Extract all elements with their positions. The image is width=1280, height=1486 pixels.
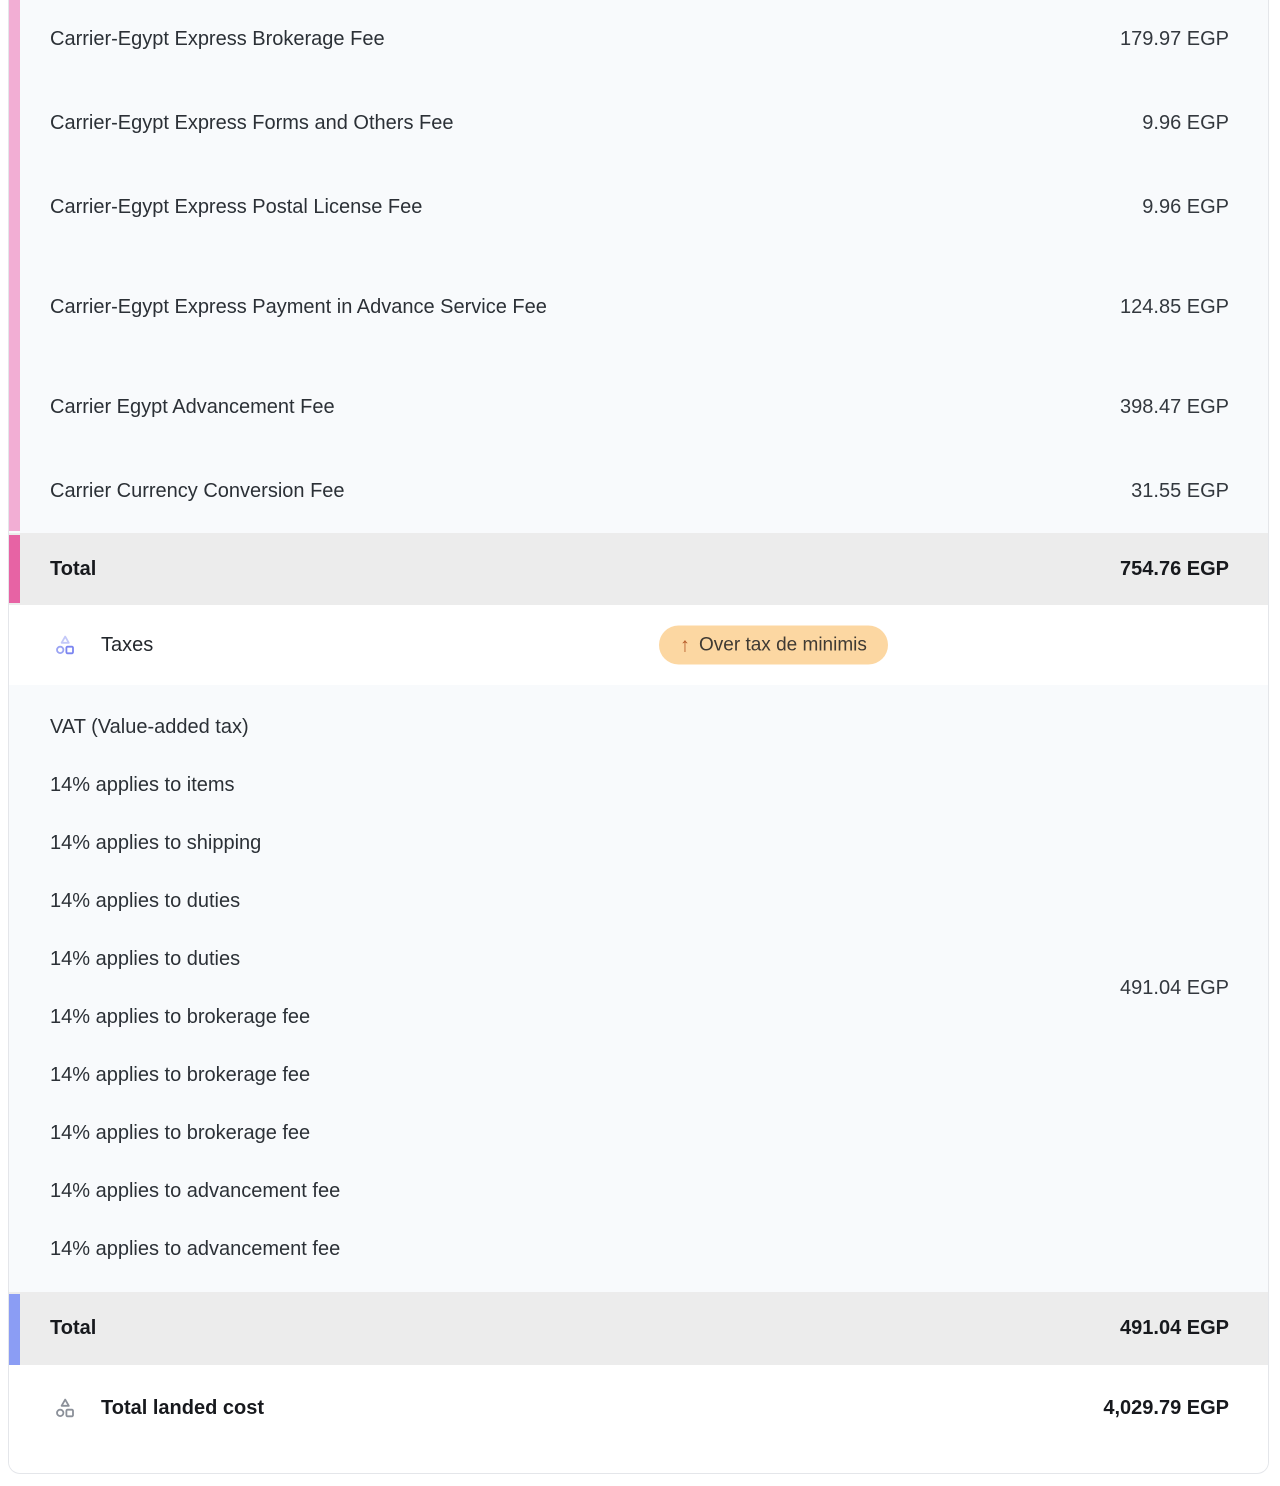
vat-detail-panel [9,685,1268,1292]
landed-cost-breakdown-card [8,0,1269,1474]
vat-line: 14% applies to brokerage fee [50,1121,311,1144]
taxes-total-label: Total [50,1317,97,1339]
vat-line: 14% applies to shipping [50,831,262,854]
taxes-section-header [9,605,1268,685]
fee-label: Carrier-Egypt Express Forms and Others Fee [50,112,454,134]
fees-total-amount: 754.76 EGP [1120,557,1229,580]
vat-line: 14% applies to duties [50,947,241,970]
fee-amount: 9.96 EGP [1142,111,1229,134]
fee-row [9,81,1268,165]
vat-line: 14% applies to brokerage fee [50,1005,311,1028]
fee-label: Carrier Currency Conversion Fee [50,480,345,502]
fee-row [9,0,1268,81]
fees-section-accent-strip [9,0,20,531]
vat-line: 14% applies to items [50,773,235,796]
fees-total-label: Total [50,557,97,580]
total-landed-cost-row [9,1365,1268,1471]
badge-label: Over tax de minimis [699,634,867,655]
taxes-total-accent-strip [9,1294,20,1367]
up-arrow-icon: ↑ [680,634,690,656]
fee-amount: 124.85 EGP [1120,295,1229,318]
vat-title: VAT (Value-added tax) [50,715,249,738]
fees-section [9,0,1268,533]
taxes-section-label: Taxes [101,633,154,656]
fee-amount: 179.97 EGP [1120,27,1229,50]
fee-row [9,249,1268,365]
vat-line: 14% applies to duties [50,889,241,912]
fee-row [9,165,1268,249]
fee-amount: 9.96 EGP [1142,195,1229,218]
vat-lines [50,698,340,1278]
vat-amount: 491.04 EGP [1120,976,1229,999]
taxes-total-row [9,1292,1268,1365]
vat-line: 14% applies to advancement fee [50,1237,341,1260]
fee-row [9,449,1268,533]
shapes-icon [53,633,77,657]
vat-line: 14% applies to advancement fee [50,1179,341,1202]
fees-total-row [9,533,1268,605]
fees-total-accent-strip [9,535,20,603]
fee-amount: 398.47 EGP [1120,395,1229,418]
shapes-icon [53,1396,77,1420]
fee-label: Carrier-Egypt Express Brokerage Fee [50,28,385,50]
taxes-total-amount: 491.04 EGP [1120,1317,1229,1339]
fee-label: Carrier Egypt Advancement Fee [50,396,335,418]
over-tax-de-minimis-badge [659,626,888,665]
fee-row [9,365,1268,449]
total-landed-cost-amount: 4,029.79 EGP [1103,1396,1229,1419]
fee-label: Carrier-Egypt Express Postal License Fee [50,196,423,218]
fee-amount: 31.55 EGP [1131,479,1229,502]
vat-line: 14% applies to brokerage fee [50,1063,311,1086]
total-landed-cost-label: Total landed cost [101,1396,264,1419]
fee-label: Carrier-Egypt Express Payment in Advance Service Fee [50,296,547,318]
